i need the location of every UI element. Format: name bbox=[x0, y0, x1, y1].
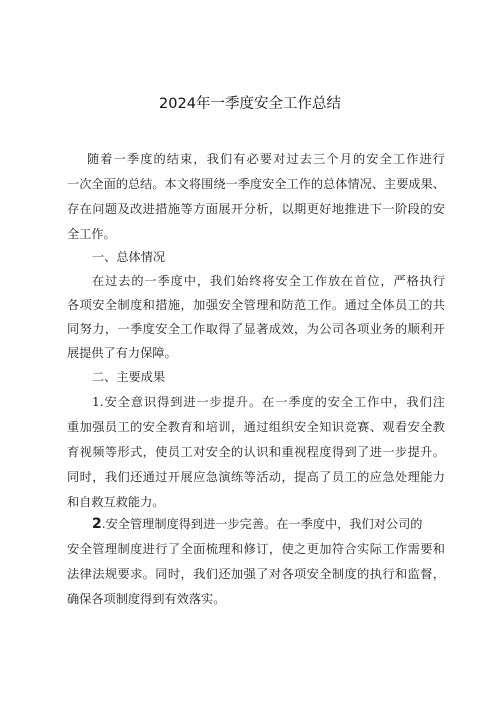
intro-line-2: 一次全面的总结。本文将围绕一季度安全工作的总体情况、主要成果、 bbox=[67, 177, 445, 191]
item1-line-3: 育视频等形式，使员工对安全的认识和重视程度得到了进一步提升。 bbox=[67, 445, 445, 459]
item2-first-line-text: .安全管理制度得到进一步完善。在一季度中，我们对公司的 bbox=[101, 517, 423, 531]
section1-line-4: 展提供了有力保障。 bbox=[67, 346, 177, 360]
item2-line-2: 安全管理制度进行了全面梳理和修订，使之更加符合实际工作需要和 bbox=[67, 542, 445, 556]
intro-line-4: 全工作。 bbox=[67, 227, 116, 241]
item1-line-4: 同时，我们还通过开展应急演练等活动，提高了员工的应急处理能力 bbox=[67, 470, 445, 484]
item1-line-1: 1.安全意识得到进一步提升。在一季度的安全工作中，我们注 bbox=[92, 395, 445, 409]
section1-line-3: 同努力，一季度安全工作取得了显著成效，为公司各项业务的顺利开 bbox=[67, 322, 445, 336]
section1-line-1: 在过去的一季度中，我们始终将安全工作放在首位，严格执行 bbox=[92, 274, 445, 288]
item2-line-3: 法律法规要求。同时，我们还加强了对各项安全制度的执行和监督， bbox=[67, 567, 445, 581]
item2-number: 2 bbox=[92, 516, 102, 532]
section-heading-overview: 一、总体情况 bbox=[92, 250, 166, 264]
item2-line-4: 确保各项制度得到有效落实。 bbox=[67, 592, 226, 606]
item1-line-5: 和自救互救能力。 bbox=[67, 495, 165, 509]
section1-line-2: 各项安全制度和措施，加强安全管理和防范工作。通过全体员工的共 bbox=[67, 298, 445, 312]
item2-line-1 bbox=[92, 515, 423, 533]
item1-line-2: 重加强员工的安全教育和培训，通过组织安全知识竞赛、观看安全教 bbox=[67, 420, 445, 434]
intro-line-3: 存在问题及改进措施等方面展开分析，以期更好地推进下一阶段的安 bbox=[67, 202, 445, 216]
document-title: 2024年一季度安全工作总结 bbox=[159, 96, 341, 112]
intro-line-1: 随着一季度的结束，我们有必要对过去三个月的安全工作进行 bbox=[87, 152, 445, 166]
section-heading-achievements: 二、主要成果 bbox=[92, 370, 166, 384]
